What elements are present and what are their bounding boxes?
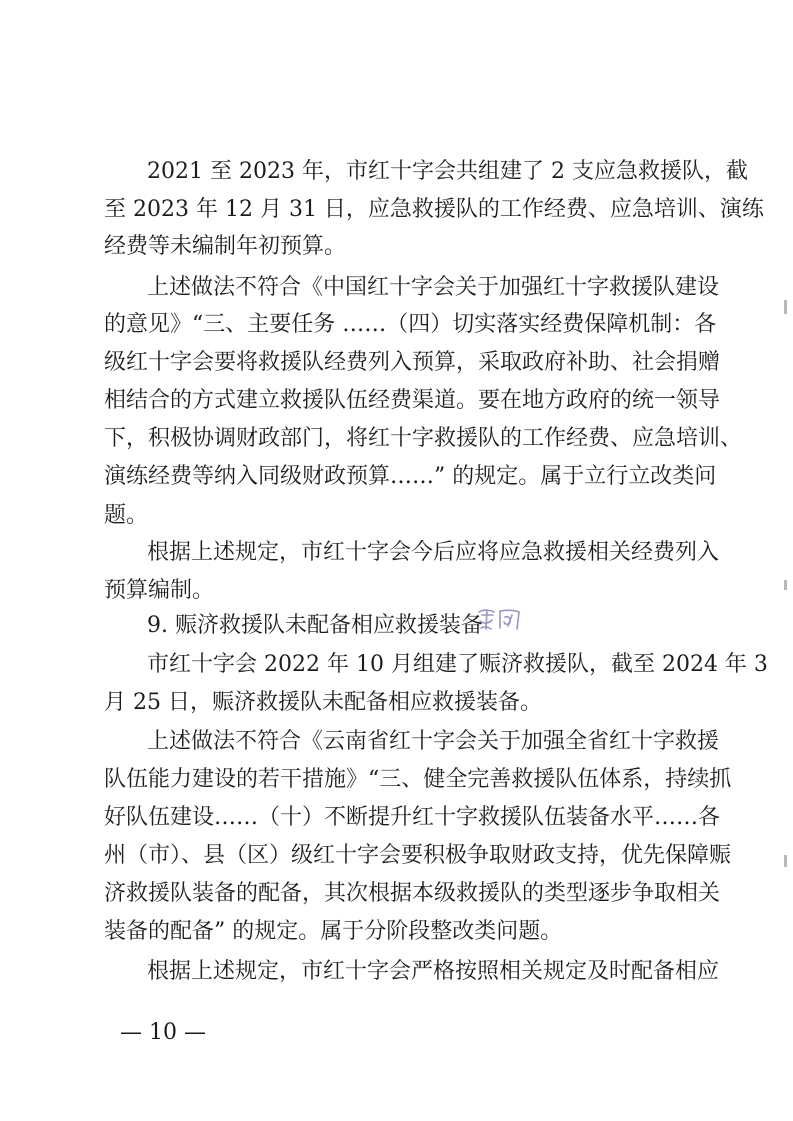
paragraph-2-line-4: 相结合的方式建立救援队伍经费渠道。要在地方政府的统一领导 <box>104 388 721 413</box>
scan-mark-2 <box>784 580 787 590</box>
scan-mark-1 <box>784 300 787 314</box>
paragraph-5-line-1: 上述做法不符合《云南省红十字会关于加强全省红十字救援 <box>147 729 720 754</box>
paragraph-2-line-7: 题。 <box>104 503 149 528</box>
page-number: — 10 — <box>120 1020 206 1045</box>
paragraph-4-line-1: 市红十字会 2022 年 10 月组建了赈济救援队，截至 2024 年 3 <box>147 652 768 677</box>
paragraph-1-line-3: 经费等未编制年初预算。 <box>104 234 347 259</box>
paragraph-5-line-2: 队伍能力建设的若干措施》“三、健全完善救援队伍体系，持续抓 <box>104 767 732 792</box>
paragraph-2-line-1: 上述做法不符合《中国红十字会关于加强红十字救援队建设 <box>147 275 720 300</box>
initials-stamp-icon <box>476 606 522 632</box>
paragraph-2-line-6: 演练经费等纳入同级财政预算……” 的规定。属于立行立改类问 <box>104 464 717 489</box>
paragraph-5-line-6: 装备的配备” 的规定。属于分阶段整改类问题。 <box>104 919 563 944</box>
paragraph-4-line-2: 月 25 日，赈济救援队未配备相应救援装备。 <box>104 690 542 715</box>
paragraph-3-line-2: 预算编制。 <box>104 578 215 603</box>
paragraph-2-line-5: 下，积极协调财政部门，将红十字救援队的工作经费、应急培训、 <box>104 426 743 451</box>
section-heading: 9. 赈济救援队未配备相应救援装备 <box>147 613 483 638</box>
paragraph-2-line-3: 级红十字会要将救援队经费列入预算，采取政府补助、社会捐赠 <box>104 350 721 375</box>
paragraph-5-line-5: 济救援队装备的配备，其次根据本级救援队的类型逐步争取相关 <box>104 881 721 906</box>
paragraph-1-line-2: 至 2023 年 12 月 31 日，应急救援队的工作经费、应急培训、演练 <box>104 197 764 222</box>
paragraph-5-line-3: 好队伍建设……（十）不断提升红十字救援队伍装备水平……各 <box>104 805 721 830</box>
paragraph-5-line-4: 州（市）、县（区）级红十字会要积极争取财政支持，优先保障赈 <box>104 843 732 868</box>
paragraph-1-line-1: 2021 至 2023 年，市红十字会共组建了 2 支应急救援队，截 <box>147 159 748 184</box>
paragraph-6-line-1: 根据上述规定，市红十字会严格按照相关规定及时配备相应 <box>147 959 720 984</box>
paragraph-3-line-1: 根据上述规定，市红十字会今后应将应急救援相关经费列入 <box>147 540 720 565</box>
paragraph-2-line-2: 的意见》“三、主要任务 ……（四）切实落实经费保障机制：各 <box>104 312 717 337</box>
scan-mark-3 <box>784 855 787 867</box>
